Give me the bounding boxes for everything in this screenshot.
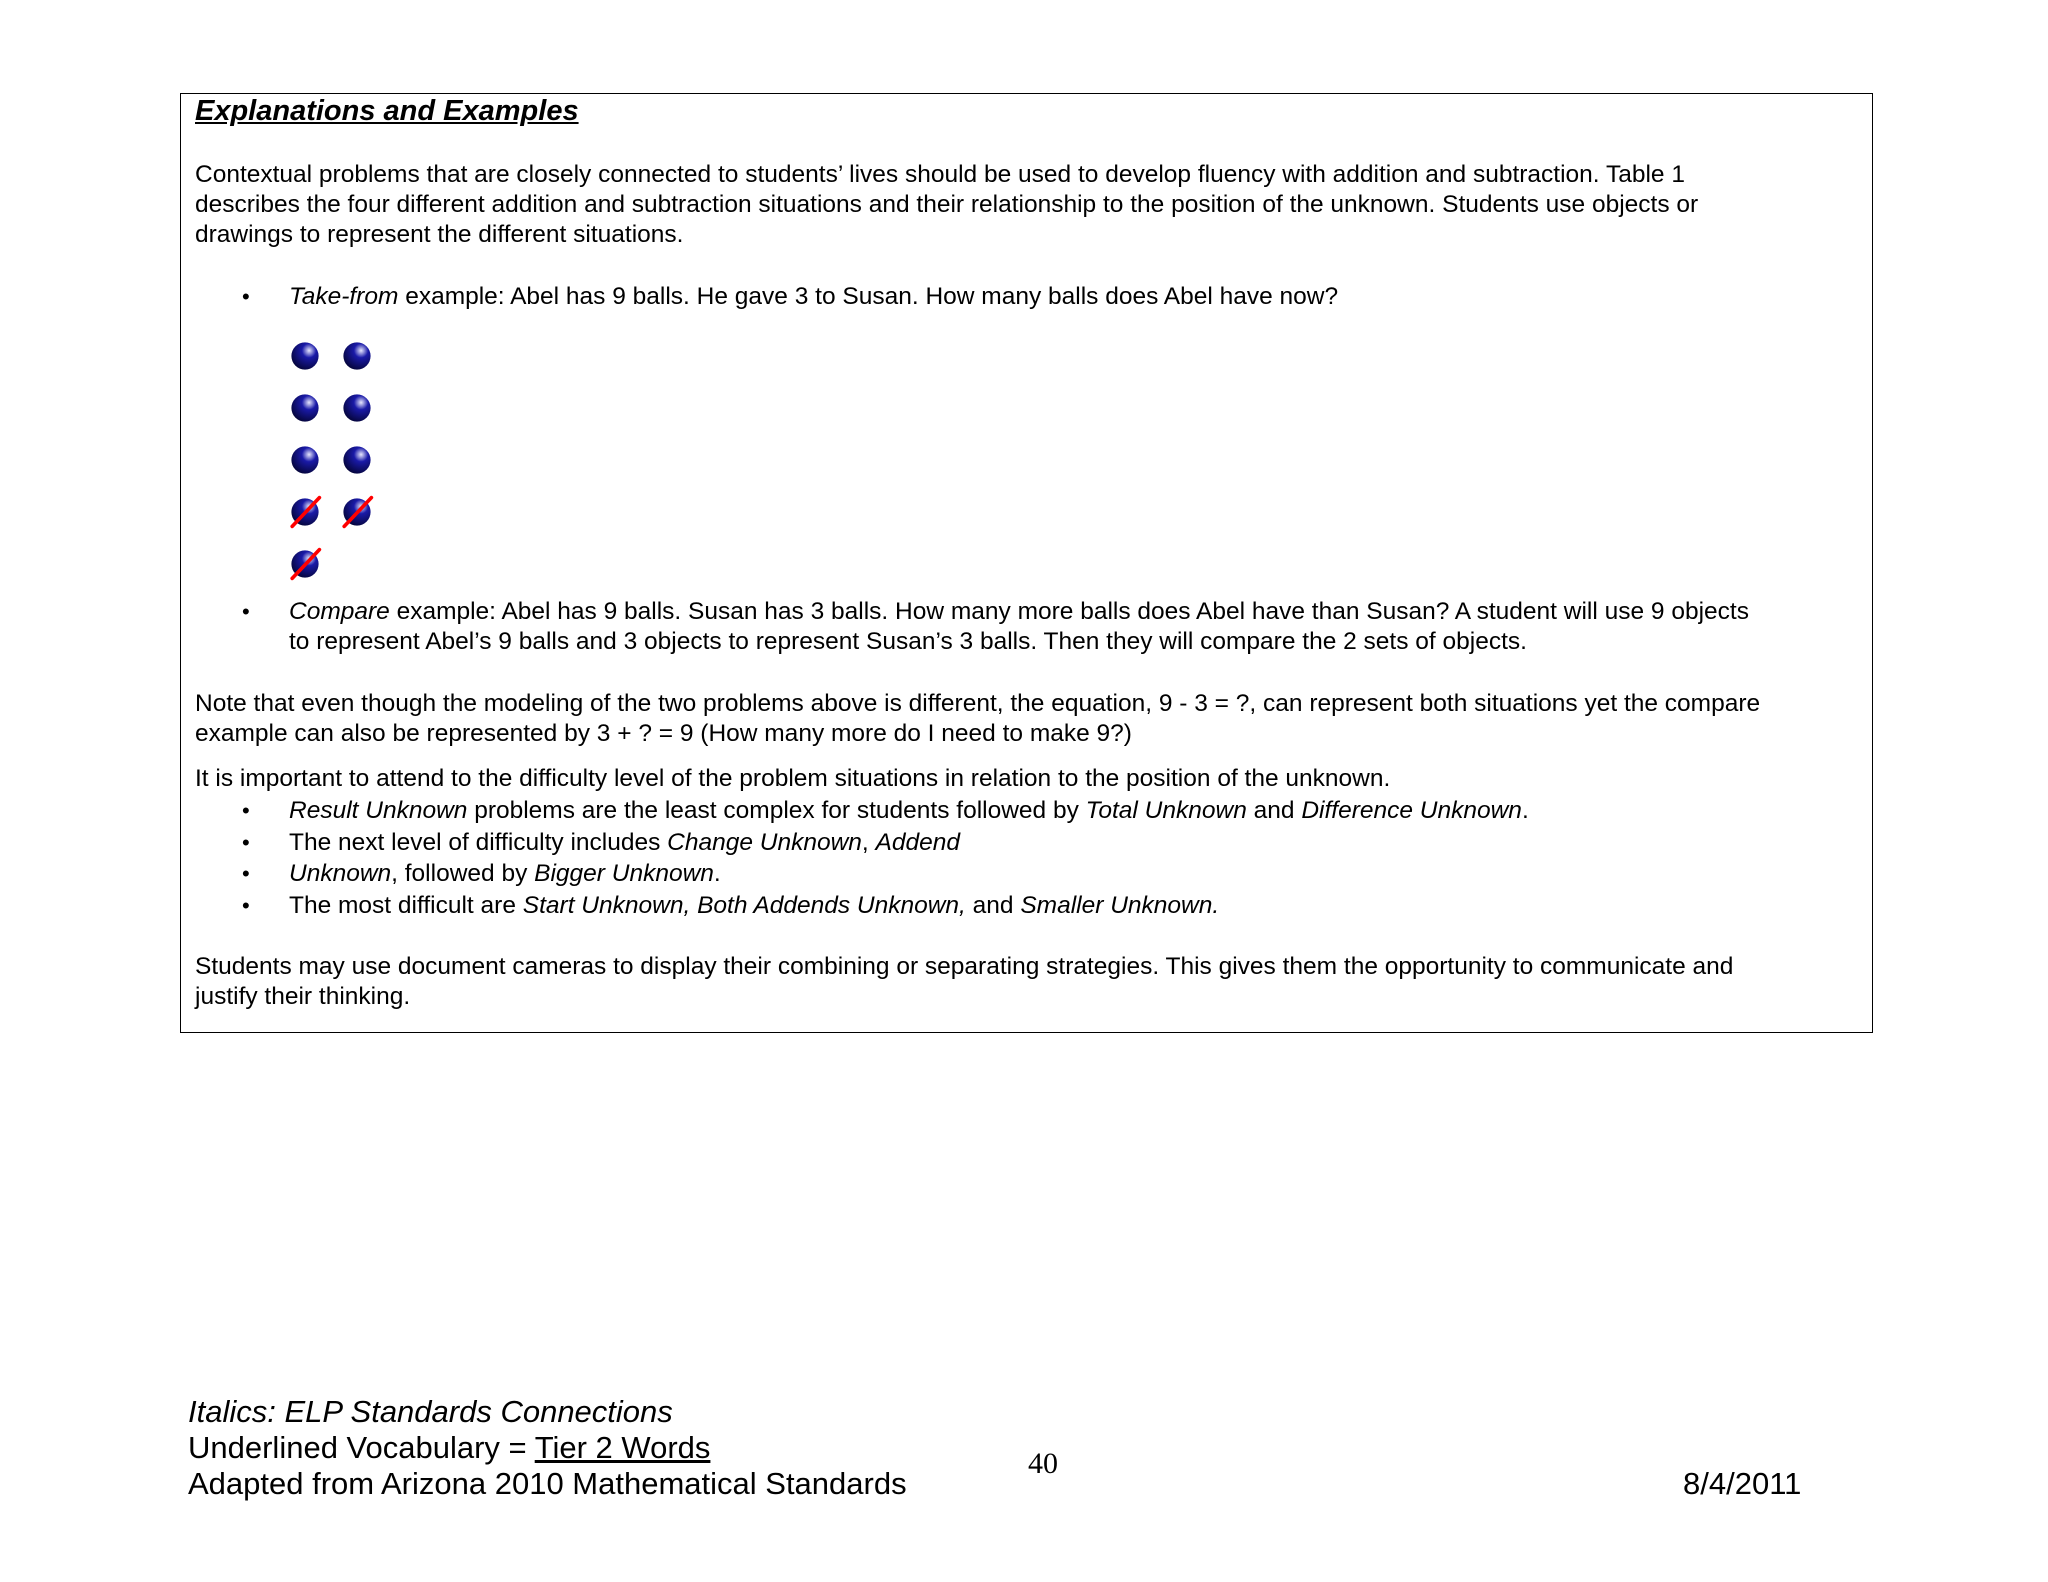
text: . bbox=[713, 860, 721, 887]
cameras-line-2: justify their thinking. bbox=[195, 983, 411, 1010]
term-start-both-unknown: Start Unknown, Both Addends Unknown, bbox=[522, 892, 966, 919]
intro-line-2: describes the four different addition and subtraction situations and their relationship to the position of the unknown. Students use objects or bbox=[195, 191, 1699, 218]
intro-line-3: drawings to represent the different situations. bbox=[195, 221, 684, 248]
footer-date: 8/4/2011 bbox=[1683, 1466, 1802, 1501]
compare-text: example: Abel has 9 balls. Susan has 3 balls. How many more balls does Abel have than Susan? A student will use 9 objects bbox=[389, 598, 1749, 625]
ball-icon bbox=[341, 392, 373, 424]
compare-example-line-2: to represent Abel’s 9 balls and 3 objects to represent Susan’s 3 balls. Then they will compare the 2 sets of objects. bbox=[289, 628, 1527, 655]
footer-underline-prefix: Underlined Vocabulary = bbox=[188, 1430, 535, 1465]
ball-crossed-icon bbox=[289, 548, 321, 580]
term-result-unknown: Result Unknown bbox=[289, 797, 468, 824]
difficulty-bullet-4 bbox=[289, 891, 1219, 921]
difficulty-bullet-1 bbox=[289, 796, 1529, 826]
footer-adapted-from: Adapted from Arizona 2010 Mathematical Standards bbox=[188, 1466, 907, 1501]
cameras-line-1: Students may use document cameras to display their combining or separating strategies. This gives them the opportunity to communicate and bbox=[195, 953, 1734, 980]
text: The most difficult are bbox=[289, 892, 523, 919]
ball-crossed-icon bbox=[341, 496, 373, 528]
term-unknown: Unknown bbox=[289, 860, 392, 887]
term-addend: Addend bbox=[875, 829, 961, 856]
ball-icon bbox=[289, 392, 321, 424]
text: The next level of difficulty includes bbox=[289, 829, 668, 856]
bullet-marker: • bbox=[242, 798, 250, 823]
ball-crossed-icon bbox=[289, 496, 321, 528]
text: , followed by bbox=[391, 860, 535, 887]
compare-term: Compare bbox=[289, 598, 390, 625]
footer-italics-text: Italics: ELP Standards Connections bbox=[188, 1394, 673, 1429]
take-from-text: example: Abel has 9 balls. He gave 3 to Susan. How many balls does Abel have now? bbox=[398, 283, 1339, 310]
term-total-unknown: Total Unknown bbox=[1085, 797, 1247, 824]
term-smaller-unknown: Smaller Unknown. bbox=[1020, 892, 1220, 919]
term-difference-unknown: Difference Unknown bbox=[1301, 797, 1522, 824]
ball-icon bbox=[341, 444, 373, 476]
intro-line-1: Contextual problems that are closely connected to students’ lives should be used to develop fluency with addition and subtraction. Table 1 bbox=[195, 161, 1685, 188]
note-line-2: example can also be represented by 3 + ? = 9 (How many more do I need to make 9?) bbox=[195, 720, 1132, 747]
bullet-marker: • bbox=[242, 861, 250, 886]
compare-example-line-1 bbox=[289, 597, 1749, 627]
bullet-marker: • bbox=[242, 599, 250, 624]
difficulty-intro: It is important to attend to the difficulty level of the problem situations in relation to the position of the unknown. bbox=[195, 765, 1391, 792]
term-bigger-unknown: Bigger Unknown bbox=[534, 860, 714, 887]
page-number: 40 bbox=[1028, 1447, 1058, 1480]
take-from-term: Take-from bbox=[289, 283, 399, 310]
text: and bbox=[1246, 797, 1302, 824]
section-title: Explanations and Examples bbox=[195, 95, 579, 127]
difficulty-bullet-2 bbox=[289, 828, 960, 858]
ball-icon bbox=[289, 444, 321, 476]
difficulty-bullet-3 bbox=[289, 859, 721, 889]
text: and bbox=[965, 892, 1021, 919]
footer-italics-note bbox=[188, 1394, 673, 1430]
bullet-marker: • bbox=[242, 284, 250, 309]
footer-underline-word: Tier 2 Words bbox=[534, 1430, 711, 1465]
text: . bbox=[1521, 797, 1529, 824]
note-line-1: Note that even though the modeling of the two problems above is different, the equation, 9 - 3 = ?, can represent both situations yet the compare bbox=[195, 690, 1761, 717]
ball-icon bbox=[341, 340, 373, 372]
ball-icon bbox=[289, 340, 321, 372]
take-from-example bbox=[289, 282, 1338, 312]
footer-underline-note bbox=[188, 1430, 710, 1466]
term-change-unknown: Change Unknown bbox=[667, 829, 862, 856]
text: , bbox=[861, 829, 876, 856]
bullet-marker: • bbox=[242, 893, 250, 918]
bullet-marker: • bbox=[242, 830, 250, 855]
text: problems are the least complex for students followed by bbox=[467, 797, 1086, 824]
